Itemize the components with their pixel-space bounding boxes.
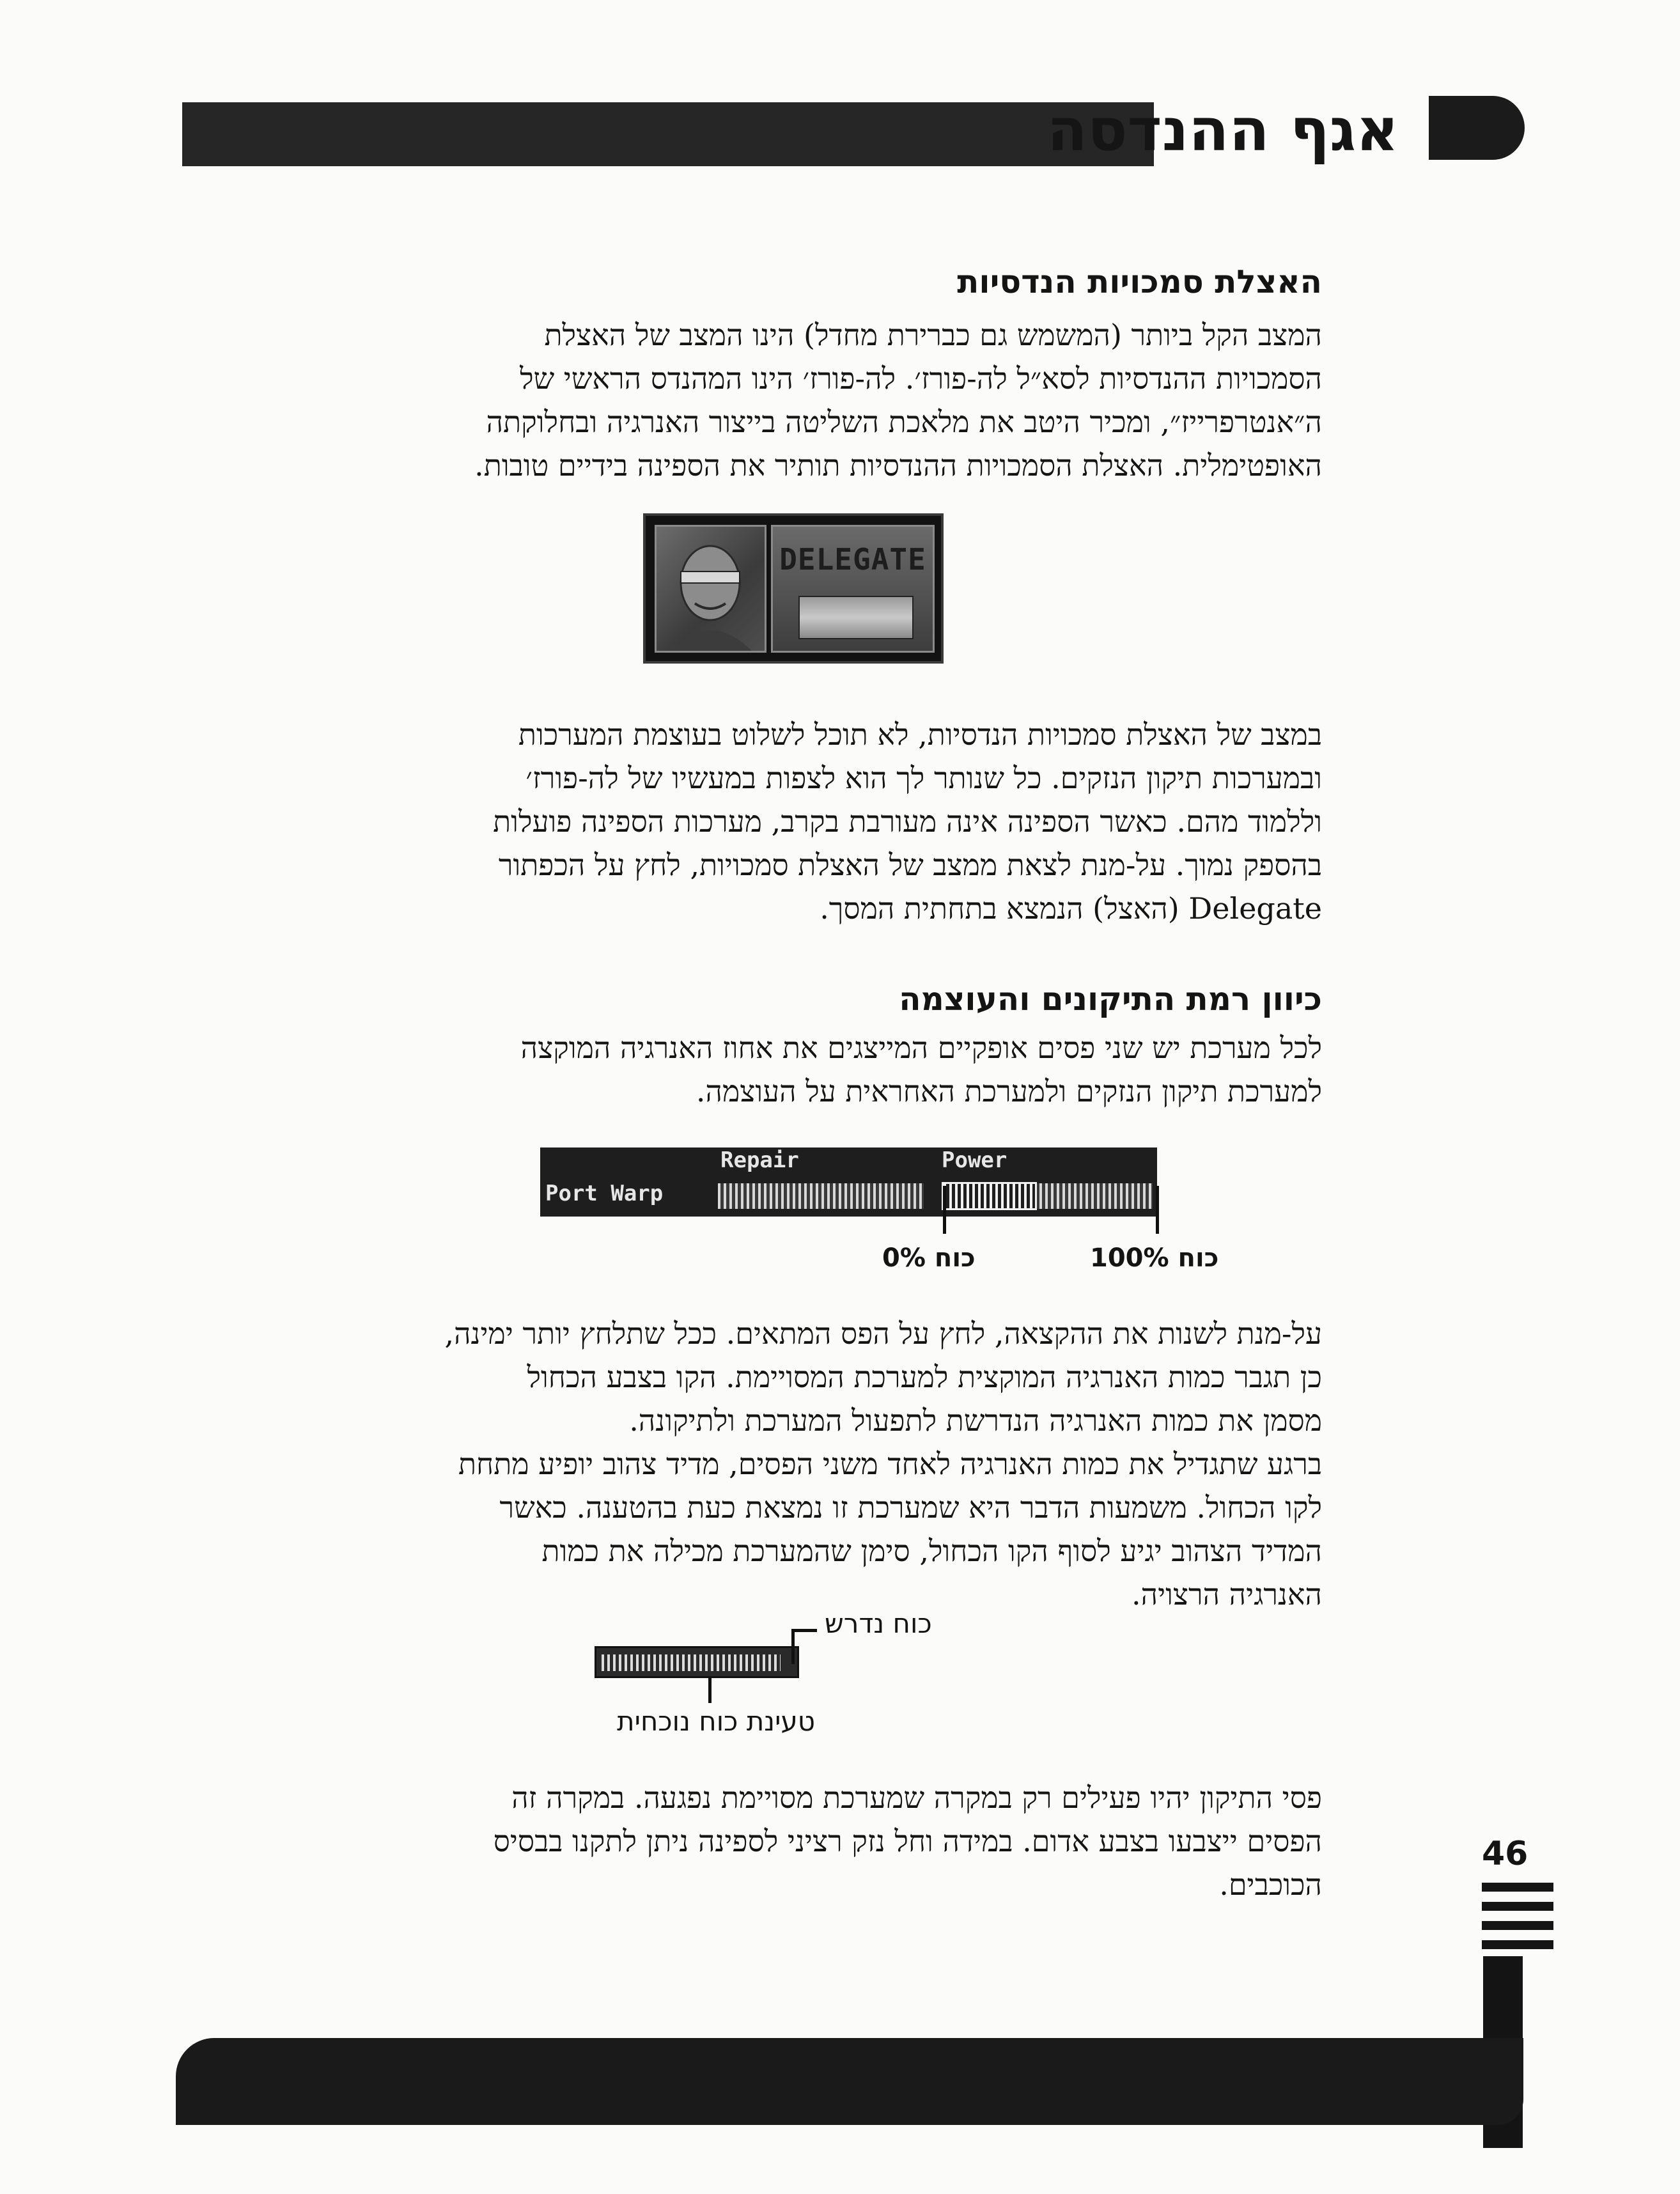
text-line: האופטימלית. האצלת הסמכויות ההנדסיות תותיר את הספינה בידיים טובות.: [474, 448, 1322, 483]
delegate-panel-screenshot: [643, 513, 944, 664]
required-marker-arm: [791, 1629, 817, 1632]
text-line: הפסים ייצבעו בצבע אדום. במידה וחל נזק רציני לספינה ניתן לתקנו בבסיס: [493, 1824, 1322, 1858]
zero-marker-line: [943, 1186, 946, 1234]
text-line: המצב הקל ביותר (המשמש גם כברירת מחדל) הינו המצב של האצלת: [544, 318, 1322, 352]
officer-portrait-icon: [655, 525, 766, 653]
text-line: במצב של האצלת סמכויות הנדסיות, לא תוכל לשלוט בעוצמת המערכות: [518, 717, 1322, 752]
paragraph-repair-bars: [192, 1776, 1322, 1906]
full-marker-line: [1156, 1186, 1159, 1234]
label-power-zero: כוח 0%: [882, 1243, 976, 1273]
label-required-power: כוח נדרש: [825, 1608, 932, 1639]
footer-bar: [176, 2038, 1523, 2125]
text-line: הכוכבים.: [1219, 1867, 1322, 1902]
paragraph-delegation-intro: [192, 313, 1322, 487]
page-number: 46: [1482, 1835, 1528, 1873]
footer-stripe: [1482, 1902, 1553, 1911]
power-charge-gauge: [595, 1646, 799, 1678]
text-line: האנרגיה הרצויה.: [1131, 1577, 1322, 1612]
power-column-label: Power: [942, 1148, 1007, 1173]
text-line: לקו הכחול. משמעות הדבר היא שמערכת זו נמצאת כעת בהטענה. כאשר: [499, 1490, 1322, 1525]
text-line: וללמוד מהם. כאשר הספינה אינה מעורבת בקרב, מערכות הספינה פועלות: [493, 804, 1322, 839]
delegate-button[interactable]: [771, 525, 935, 653]
text-line: בהספק נמוך. על-מנת לצאת ממצב של האצלת סמכויות, לחץ על הכפתור: [498, 848, 1322, 882]
header-bar: [182, 102, 1154, 166]
footer-stripe: [1482, 1883, 1553, 1892]
text-line: ברגע שתגדיל את כמות האנרגיה לאחד משני הפסים, מדיד צהוב יופיע מתחת: [458, 1447, 1322, 1481]
section-heading-repair-power: כיוון רמת התיקונים והעוצמה: [899, 981, 1322, 1018]
label-power-full: כוח 100%: [1090, 1243, 1219, 1273]
header-tab-decoration: [1429, 96, 1525, 160]
section-heading-delegation: האצלת סמכויות הנדסיות: [957, 263, 1322, 300]
repair-power-panel: [540, 1148, 1157, 1217]
delegate-indicator-slot: [798, 596, 914, 639]
text-fragment: (האצל) הנמצא בתחתית המסך.: [820, 891, 1189, 926]
text-line: למערכת תיקון הנזקים ולמערכת האחראית על העוצמה.: [696, 1074, 1322, 1109]
repair-bar[interactable]: [718, 1183, 924, 1209]
paragraph-allocation-instructions: [192, 1312, 1322, 1616]
text-line: לכל מערכת יש שני פסים אופקיים המייצגים את אחוז האנרגיה המוקצה: [520, 1031, 1322, 1065]
text-line: המדיד הצהוב יגיע לסוף הקו הכחול, סימן שהמערכת מכילה את כמות: [541, 1534, 1322, 1568]
text-line: פסי התיקון יהיו פעילים רק במקרה שמערכת מסויימת נפגעה. במקרה זה: [511, 1780, 1322, 1815]
page-title: אגף ההנדסה: [1046, 96, 1399, 164]
footer-stripe: [1482, 1921, 1553, 1930]
text-line: ובמערכות תיקון הנזקים. כל שנותר לך הוא לצפות במעשיו של לה-פורז׳: [525, 761, 1322, 795]
gauge-ticks: [602, 1654, 781, 1671]
power-bar-fill: [942, 1182, 1037, 1210]
system-name-label: Port Warp: [545, 1181, 664, 1206]
text-line: על-מנת לשנות את ההקצאה, לחץ על הפס המתאים. ככל שתלחץ יותר ימינה,: [444, 1316, 1322, 1351]
text-line: הסמכויות ההנדסיות לסא״ל לה-פורז׳. לה-פורז׳ הינו המהנדס הראשי של: [520, 361, 1322, 396]
repair-column-label: Repair: [720, 1148, 799, 1173]
text-line: מסמן את כמות האנרגיה הנדרשת לתפעול המערכת ולתיקונה.: [629, 1403, 1322, 1438]
current-marker-line: [708, 1676, 712, 1703]
text-line: [192, 887, 1322, 930]
text-line: ה״אנטרפרייז״, ומכיר היטב את מלאכת השליטה בייצור האנרגיה ובחלוקתה: [486, 405, 1322, 439]
paragraph-repair-power-intro: [192, 1026, 1322, 1113]
required-marker-line: [791, 1629, 795, 1664]
paragraph-delegation-effects: [192, 713, 1322, 930]
text-line: כן תגבר כמות האנרגיה המוקצית למערכת המסויימת. הקו בצבע הכחול: [527, 1360, 1322, 1394]
delegate-term: Delegate: [1188, 891, 1322, 926]
footer-stripe: [1482, 1940, 1553, 1949]
officer-face-icon: [657, 527, 765, 651]
delegate-button-label: DELEGATE: [779, 542, 926, 577]
label-current-charge: טעינת כוח נוכחית: [617, 1706, 816, 1737]
